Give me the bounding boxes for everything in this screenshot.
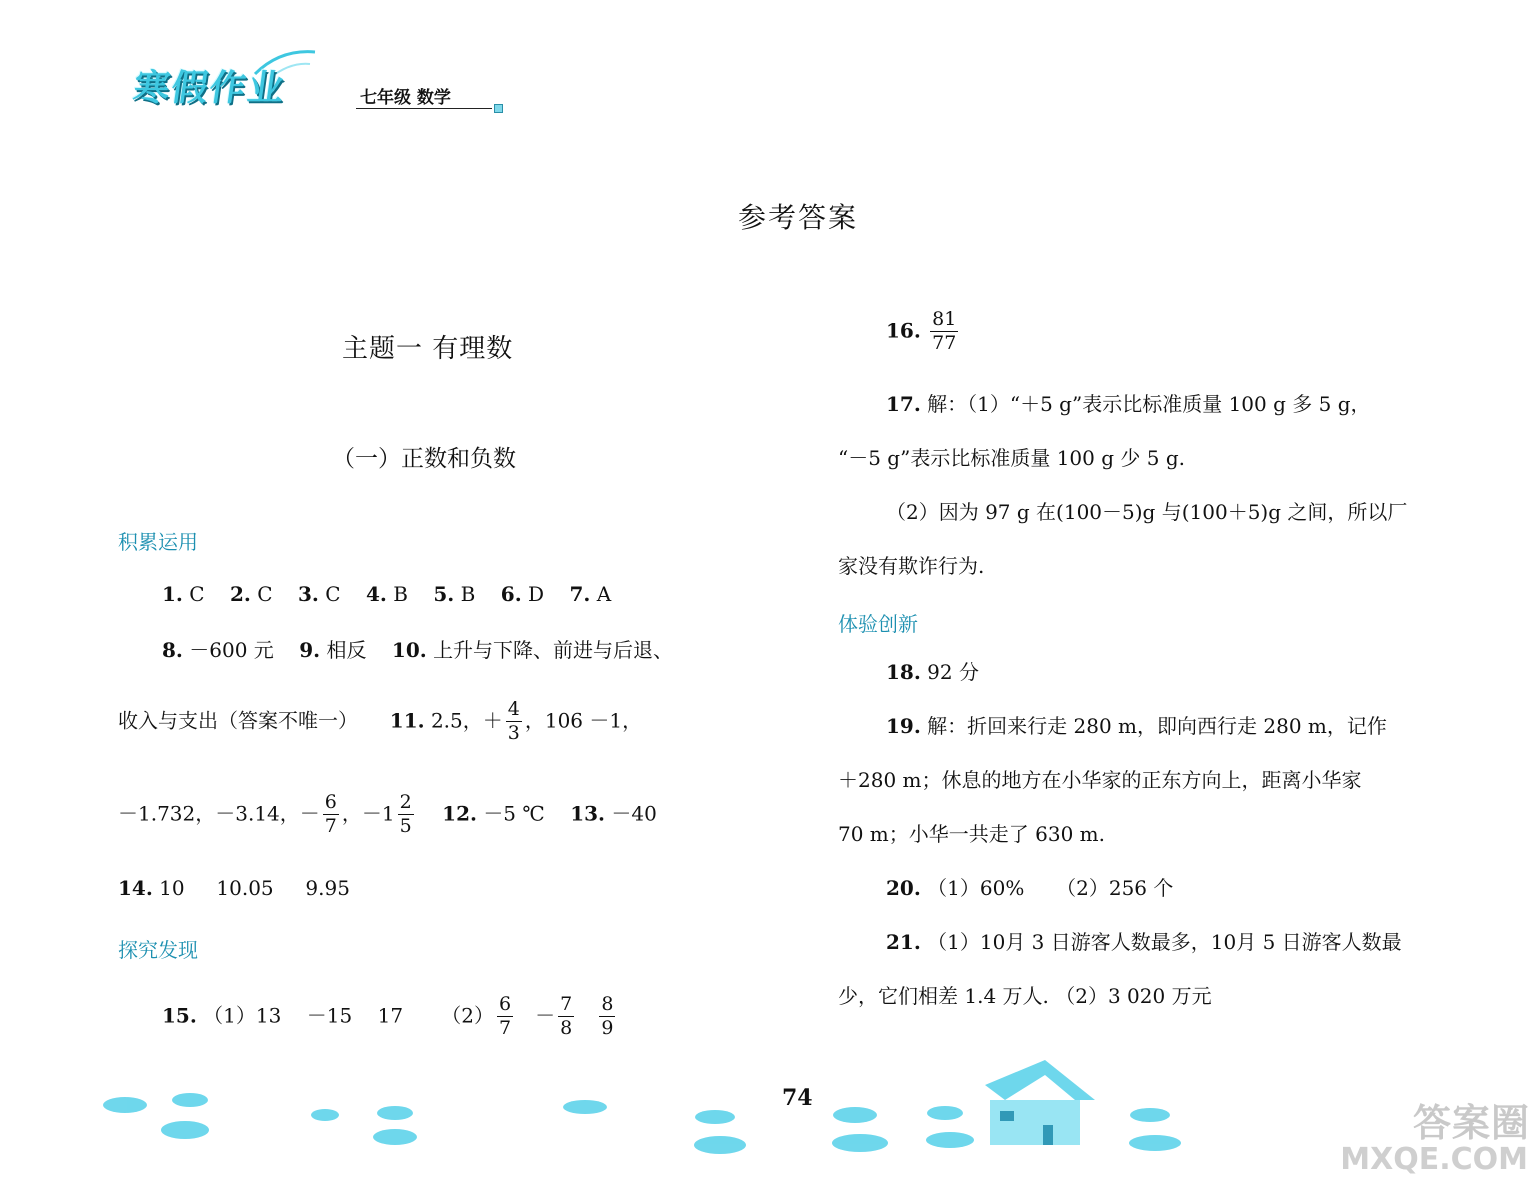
answer-line-17d: 家没有欺诈行为.	[838, 554, 985, 578]
answer: －5 ℃	[483, 801, 545, 826]
q-number: 21.	[886, 930, 921, 954]
subject-dot-icon	[494, 104, 503, 113]
q-number: 10.	[391, 638, 427, 662]
answer: 相反	[326, 638, 367, 662]
q-number: 15.	[162, 1003, 197, 1028]
watermark-site: MXQE.COM	[1340, 1142, 1528, 1177]
fraction: $\frac{4}{3}$	[507, 698, 520, 744]
answer: （1）10月 3 日游客人数最多，10月 5 日游客人数最	[927, 930, 1402, 954]
page-title: 参考答案	[738, 201, 859, 234]
watermark-logo: 答案圈	[1412, 1101, 1530, 1145]
answer: 收入与支出（答案不唯一）	[118, 708, 358, 733]
fraction: $\frac{6}{7}$	[498, 993, 512, 1039]
q-number: 18.	[886, 660, 921, 684]
answer: －600 元	[189, 638, 274, 662]
q-number: 19.	[886, 714, 921, 738]
fraction: $\frac{7}{8}$	[560, 993, 573, 1039]
subject-label: 七年级 数学	[360, 88, 451, 108]
answer: B	[460, 582, 476, 606]
q-number: 9.	[299, 638, 321, 662]
answer-line-19a	[886, 716, 1387, 736]
snowy-house-decoration	[0, 1045, 1536, 1184]
answer-line-17b: “－5 g”表示比标准质量 100 g 少 5 g.	[838, 446, 1185, 470]
answer: 10 10.05 9.95	[159, 876, 350, 900]
q-number: 16.	[886, 318, 921, 343]
answer-line-19b: ＋280 m；休息的地方在小华家的正东方向上，距离小华家	[838, 768, 1362, 792]
answer: C	[189, 582, 205, 606]
q-number: 5.	[433, 582, 455, 606]
q-number: 12.	[442, 801, 477, 826]
answer: D	[528, 582, 545, 606]
answer-line-8-10	[162, 640, 673, 660]
q-number: 20.	[886, 876, 921, 900]
answer: －	[535, 1003, 556, 1028]
chapter-title: 主题一 有理数	[342, 334, 514, 364]
brand-title: 寒假作业	[130, 68, 289, 109]
answer-line-21b: 少，它们相差 1.4 万人. （2）3 020 万元	[838, 984, 1212, 1008]
q-number: 8.	[162, 638, 183, 662]
answer-line-11-13	[118, 793, 657, 837]
answer: 上升与下降、前进与后退、	[433, 638, 674, 662]
page-number: 74	[782, 1085, 813, 1111]
category-accumulate: 积累运用	[118, 530, 198, 554]
answer-line-21a	[886, 932, 1402, 952]
answer-line-14	[118, 878, 350, 898]
answer: C	[325, 582, 341, 606]
q-number: 3.	[298, 582, 319, 606]
fraction: $\frac{81}{77}$	[932, 308, 957, 354]
answer-line-10-11	[118, 700, 642, 744]
answer-line-17a	[886, 394, 1371, 414]
category-experience: 体验创新	[838, 612, 918, 636]
answer-line-18	[886, 662, 979, 682]
q-number: 1.	[162, 582, 183, 606]
answer: ，106 －1，	[524, 708, 643, 733]
fraction: $\frac{2}{5}$	[399, 791, 412, 837]
answer: B	[393, 582, 408, 606]
fraction: $\frac{8}{9}$	[601, 993, 614, 1039]
answer-line-20	[886, 878, 1173, 898]
answer: 92 分	[927, 660, 979, 684]
answer: （1）13 －15 17 （2）	[203, 1003, 494, 1028]
q-number: 11.	[389, 708, 425, 733]
q-number: 2.	[230, 582, 251, 606]
answer-line-17c: （2）因为 97 g 在(100－5)g 与(100＋5)g 之间，所以厂	[886, 500, 1408, 524]
q-number: 14.	[118, 876, 153, 900]
q-number: 7.	[569, 582, 591, 606]
q-number: 6.	[500, 582, 522, 606]
answer-line-15	[162, 995, 618, 1039]
answer: 解：（1）“＋5 g”表示比标准质量 100 g 多 5 g，	[927, 392, 1371, 416]
answer: －40	[611, 801, 657, 826]
answer-line-1-7	[162, 584, 611, 604]
fraction: $\frac{6}{7}$	[324, 791, 337, 837]
q-number: 17.	[886, 392, 921, 416]
answer-line-19c: 70 m；小华一共走了 630 m.	[838, 822, 1105, 846]
answer: ，－1	[341, 801, 395, 826]
answer-line-16	[886, 310, 961, 354]
answer: 解：折回来行走 280 m，即向西行走 280 m，记作	[927, 714, 1387, 738]
answer: （1）60% （2）256 个	[927, 876, 1174, 900]
answer: 2.5，＋	[430, 708, 503, 733]
subject-underline	[356, 108, 492, 109]
section-title: （一）正数和负数	[332, 446, 516, 472]
answer: A	[596, 582, 612, 606]
answer: －1.732，－3.14，－	[118, 801, 320, 826]
q-number: 4.	[366, 582, 387, 606]
q-number: 13.	[570, 801, 606, 826]
category-explore: 探究发现	[118, 938, 198, 962]
answer: C	[257, 582, 273, 606]
